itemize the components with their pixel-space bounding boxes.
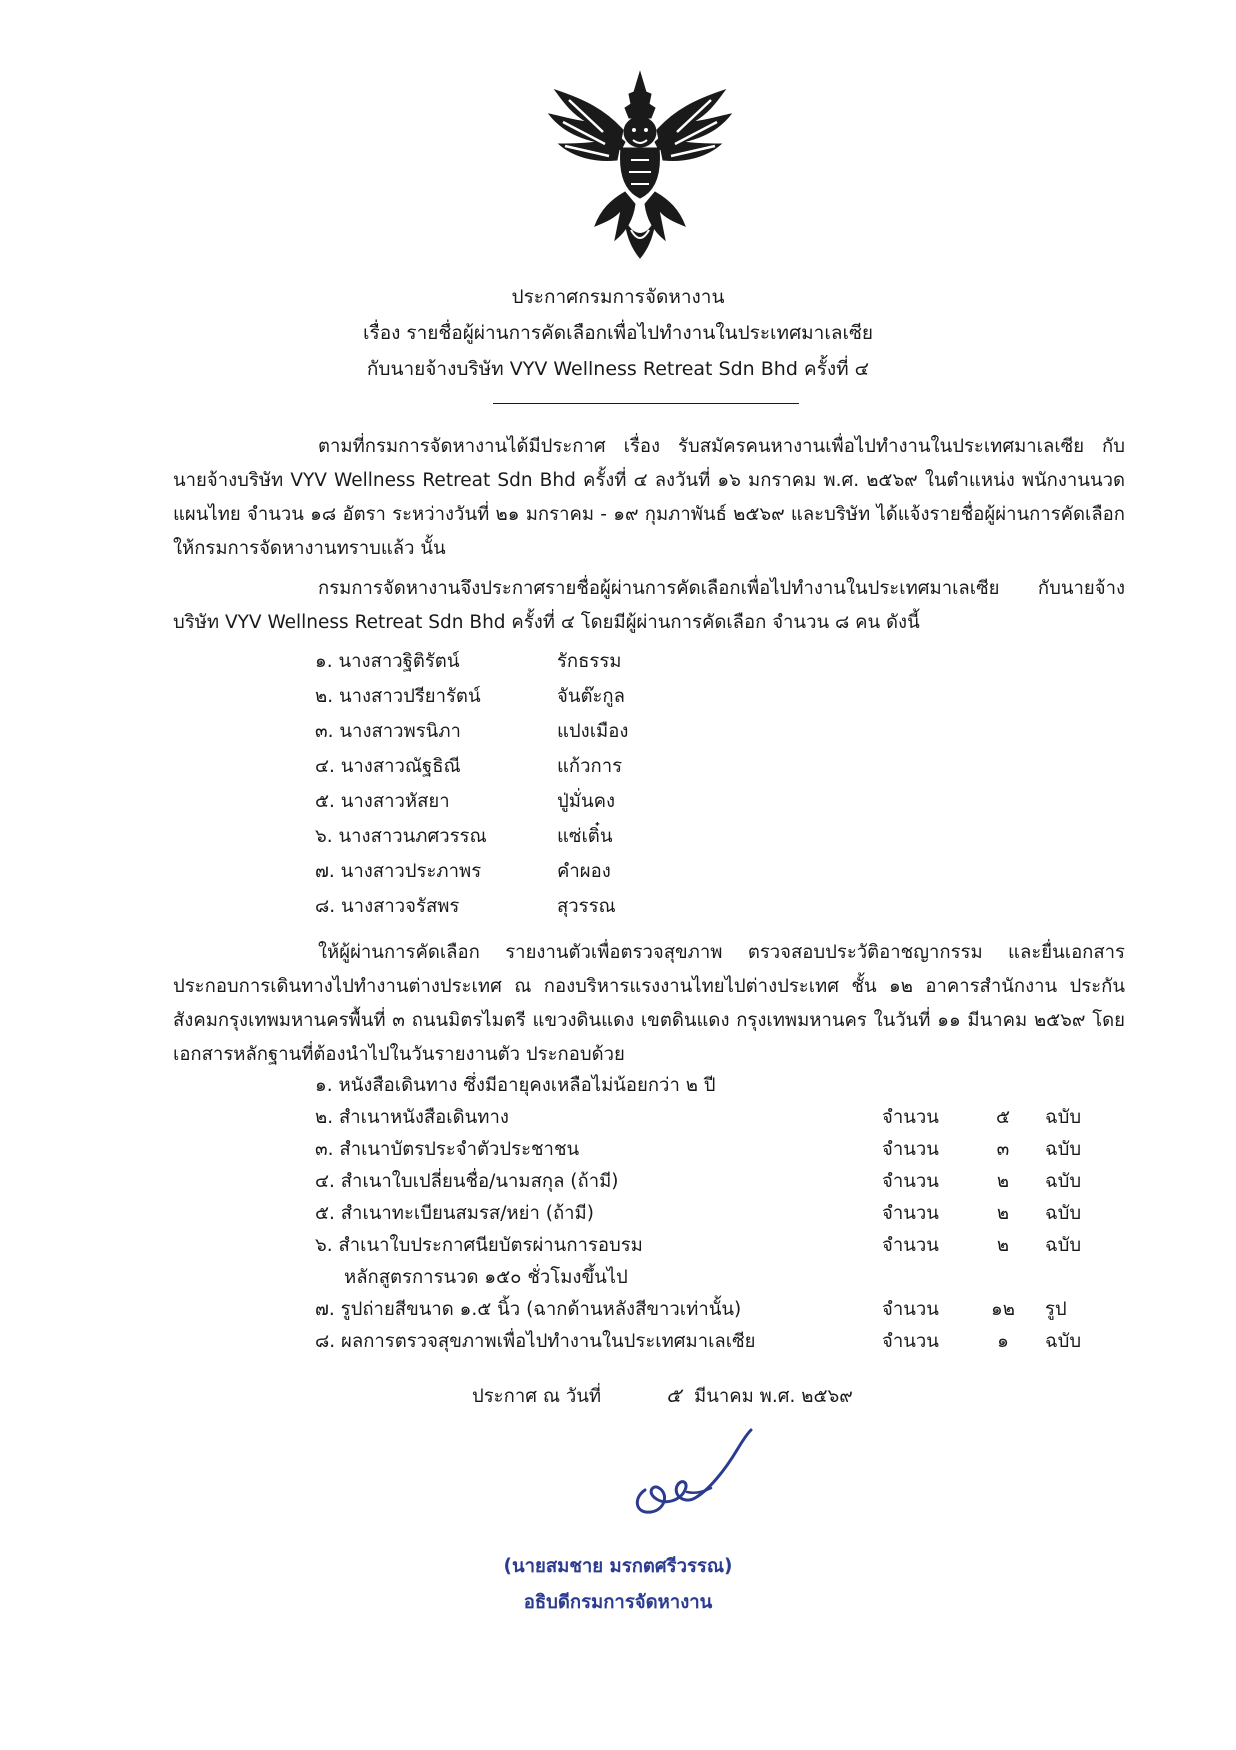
candidate-last-name: สุวรรณ [557, 896, 616, 917]
candidate-first-name: ๒. นางสาวปรียารัตน์ [315, 686, 481, 707]
document-quantity-label: จำนวน [882, 1171, 939, 1192]
candidate-first-name: ๖. นางสาวนภศวรรณ [315, 826, 487, 847]
candidate-first-name: ๕. นางสาวหัสยา [315, 791, 450, 812]
document-quantity-label: จำนวน [882, 1331, 939, 1352]
document-description: ๒. สำเนาหนังสือเดินทาง [315, 1107, 509, 1128]
document-description: ๕. สำเนาทะเบียนสมรส/หย่า (ถ้ามี) [315, 1203, 594, 1224]
candidate-last-name: คำผอง [557, 861, 611, 882]
document-description: ๑. หนังสือเดินทาง ซึ่งมีอายุคงเหลือไม่น้อยกว่า ๒ ปี [315, 1075, 716, 1096]
document-description: ๗. รูปถ่ายสีขนาด ๑.๕ นิ้ว (ฉากด้านหลังสีขาวเท่านั้น) [315, 1299, 742, 1320]
document-quantity: ๒ [996, 1203, 1010, 1224]
document-unit: ฉบับ [1045, 1203, 1082, 1224]
document-quantity-label: จำนวน [882, 1139, 939, 1160]
announcement-agency: ประกาศกรมการจัดหางาน [511, 286, 725, 308]
signature-icon [625, 1420, 785, 1530]
candidate-last-name: รักธรรม [557, 651, 622, 672]
document-description: ๓. สำเนาบัตรประจำตัวประชาชน [315, 1139, 580, 1160]
document-quantity: ๒ [996, 1235, 1010, 1256]
date-prefix: ประกาศ ณ วันที่ [472, 1386, 602, 1407]
document-unit: รูป [1045, 1299, 1067, 1320]
candidate-first-name: ๑. นางสาวฐิติรัตน์ [315, 651, 460, 672]
signer-title: อธิบดีกรมการจัดหางาน [523, 1592, 713, 1613]
document-description: ๖. สำเนาใบประกาศนียบัตรผ่านการอบรม [315, 1235, 643, 1256]
document-quantity-label: จำนวน [882, 1203, 939, 1224]
announcement-subject-line1: เรื่อง รายชื่อผู้ผ่านการคัดเลือกเพื่อไปทำงานในประเทศมาเลเซีย [363, 322, 873, 344]
document-quantity-label: จำนวน [882, 1107, 939, 1128]
candidate-last-name: แซ่เติ๋น [557, 826, 613, 847]
document-unit: ฉบับ [1045, 1235, 1082, 1256]
paragraph-announcement: กรมการจัดหางานจึงประกาศรายชื่อผู้ผ่านการคัดเลือกเพื่อไปทำงานในประเทศมาเลเซีย กับนายจ้างบริษัท VYV Wellness Retreat Sdn Bhd ครั้งที่ ๔ โดยมีผู้ผ่านการคัดเลือก จำนวน ๘ คน ดังนี้ [173, 578, 1125, 633]
document-unit: ฉบับ [1045, 1171, 1082, 1192]
candidate-last-name: จันต๊ะกูล [557, 686, 625, 707]
candidate-last-name: แก้วการ [557, 756, 623, 777]
garuda-emblem-icon [545, 70, 735, 260]
document-description-continued: หลักสูตรการนวด ๑๕๐ ชั่วโมงขึ้นไป [344, 1267, 628, 1288]
paragraph-instructions: ให้ผู้ผ่านการคัดเลือก รายงานตัวเพื่อตรวจสุขภาพ ตรวจสอบประวัติอาชญากรรม และยื่นเอกสาร ประกอบการเดินทางไปทำงานต่างประเทศ ณ กองบริหารแรงงานไทยไปต่างประเทศ ชั้น ๑๒ อาคารสำนักงาน ประกันสังคมกรุงเทพมหานครพื้นที่ ๓ ถนนมิตรไมตรี แขวงดินแดง เขตดินแดง กรุงเทพมหานคร ในวันที่ ๑๑ มีนาคม ๒๕๖๙ โดยเอกสารหลักฐานที่ต้องนำไปในวันรายงานตัว ประกอบด้วย [173, 942, 1125, 1065]
document-unit: ฉบับ [1045, 1139, 1082, 1160]
document-quantity-label: จำนวน [882, 1299, 939, 1320]
document-description: ๘. ผลการตรวจสุขภาพเพื่อไปทำงานในประเทศมาเลเซีย [315, 1331, 756, 1352]
candidate-first-name: ๘. นางสาวจรัสพร [315, 896, 460, 917]
header-divider [493, 403, 799, 404]
candidate-first-name: ๗. นางสาวประภาพร [315, 861, 482, 882]
document-quantity: ๑ [997, 1331, 1009, 1352]
document-description: ๔. สำเนาใบเปลี่ยนชื่อ/นามสกุล (ถ้ามี) [315, 1171, 619, 1192]
document-quantity: ๑๒ [991, 1299, 1015, 1320]
document-quantity-label: จำนวน [882, 1235, 939, 1256]
candidate-first-name: ๓. นางสาวพรนิภา [315, 721, 461, 742]
paragraph-intro: ตามที่กรมการจัดหางานได้มีประกาศ เรื่อง รับสมัครคนหางานเพื่อไปทำงานในประเทศมาเลเซีย กับนายจ้างบริษัท VYV Wellness Retreat Sdn Bhd ครั้งที่ ๔ ลงวันที่ ๑๖ มกราคม พ.ศ. ๒๕๖๙ ในตำแหน่ง พนักงานนวดแผนไทย จำนวน ๑๘ อัตรา ระหว่างวันที่ ๒๑ มกราคม - ๑๙ กุมภาพันธ์ ๒๕๖๙ และบริษัท ได้แจ้งรายชื่อผู้ผ่านการคัดเลือกให้กรมการจัดหางานทราบแล้ว นั้น [173, 436, 1125, 559]
candidate-last-name: แปงเมือง [557, 721, 629, 742]
document-quantity: ๒ [996, 1171, 1010, 1192]
candidate-first-name: ๔. นางสาวณัฐธิณี [315, 756, 461, 777]
date-suffix: มีนาคม พ.ศ. ๒๕๖๙ [694, 1386, 853, 1407]
document-quantity: ๓ [996, 1139, 1010, 1160]
document-unit: ฉบับ [1045, 1331, 1082, 1352]
candidate-last-name: ปู่มั่นคง [557, 791, 615, 812]
announcement-subject-line2: กับนายจ้างบริษัท VYV Wellness Retreat Sdn Bhd ครั้งที่ ๔ [366, 358, 870, 380]
date-day-handwritten: ๕ [666, 1383, 682, 1407]
signer-name: (นายสมชาย มรกตศรีวรรณ) [503, 1556, 733, 1577]
document-quantity: ๕ [995, 1107, 1010, 1128]
document-unit: ฉบับ [1045, 1107, 1082, 1128]
